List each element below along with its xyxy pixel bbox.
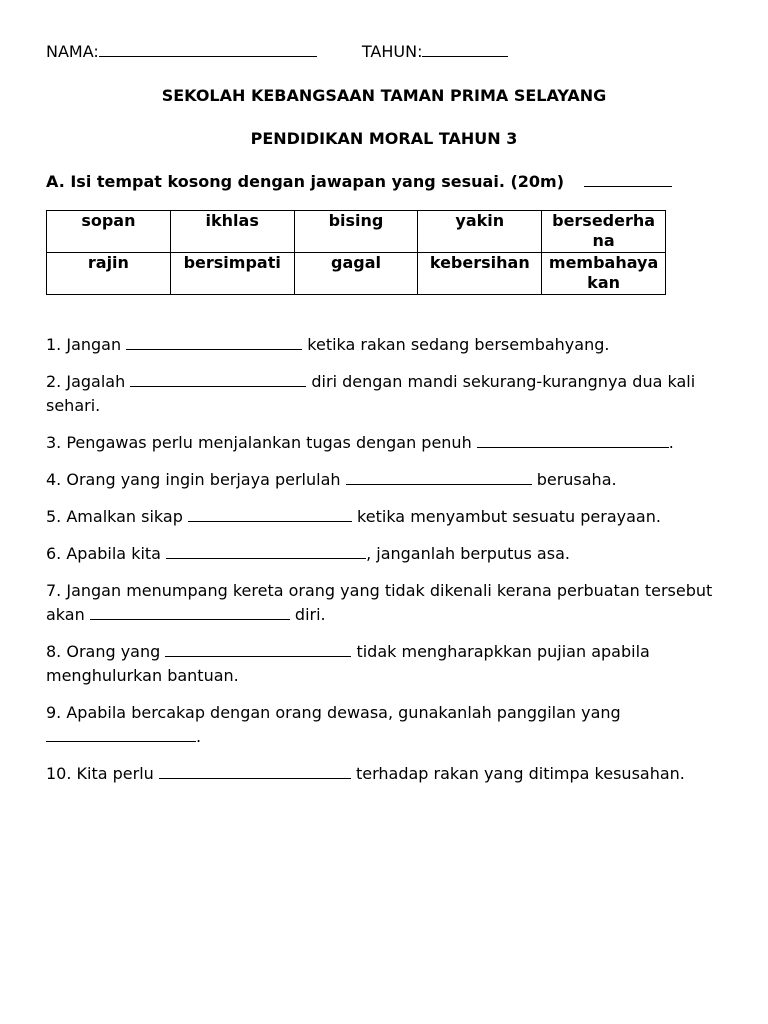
nama-input-line[interactable] xyxy=(99,40,317,57)
question-text: , janganlah berputus asa. xyxy=(366,544,570,563)
question-text: ketika menyambut sesuatu perayaan. xyxy=(351,507,661,526)
tahun-input-line[interactable] xyxy=(422,40,508,57)
question-item xyxy=(46,579,726,627)
answer-blank[interactable] xyxy=(159,762,351,779)
question-text: 10. Kita perlu xyxy=(46,764,159,783)
answer-blank[interactable] xyxy=(126,333,302,350)
student-info-header xyxy=(46,40,508,61)
section-letter: A xyxy=(46,172,59,191)
question-item xyxy=(46,542,726,566)
question-item xyxy=(46,333,726,357)
question-item xyxy=(46,370,726,418)
answer-blank[interactable] xyxy=(165,640,351,657)
word-bank-row xyxy=(47,253,666,295)
question-text: tidak mengharapkkan pujian apabila menghulurkan bantuan. xyxy=(46,642,650,685)
question-text: . xyxy=(196,727,202,746)
question-text: 5. Amalkan sikap xyxy=(46,507,188,526)
subject-title: PENDIDIKAN MORAL TAHUN 3 xyxy=(250,129,518,148)
section-instruction-text: . Isi tempat kosong dengan jawapan yang sesuai. (20m) xyxy=(58,172,565,191)
question-text: ketika rakan sedang bersembahyang. xyxy=(302,335,610,354)
question-text: diri. xyxy=(289,605,326,624)
question-text: terhadap rakan yang ditimpa kesusahan. xyxy=(350,764,685,783)
question-item xyxy=(46,762,726,786)
word-bank-cell: ikhlas xyxy=(170,211,294,253)
tahun-label: TAHUN: xyxy=(361,42,423,61)
question-item xyxy=(46,701,726,749)
word-bank-cell: rajin xyxy=(47,253,171,295)
word-bank-row xyxy=(47,211,666,253)
question-text: 3. Pengawas perlu menjalankan tugas dengan penuh xyxy=(46,433,477,452)
section-a-instruction xyxy=(46,170,672,191)
question-text: berusaha. xyxy=(531,470,617,489)
answer-blank[interactable] xyxy=(166,542,366,559)
answer-blank[interactable] xyxy=(188,505,352,522)
word-bank-cell: bersederhana xyxy=(542,211,666,253)
question-text: diri dengan mandi sekurang-kurangnya dua kali sehari. xyxy=(46,372,696,415)
question-item xyxy=(46,640,726,688)
question-item xyxy=(46,468,726,492)
word-bank-cell: gagal xyxy=(294,253,418,295)
question-text: 8. Orang yang xyxy=(46,642,166,661)
question-text: 4. Orang yang ingin berjaya perlulah xyxy=(46,470,346,489)
word-bank-cell: bising xyxy=(294,211,418,253)
word-bank-cell: kebersihan xyxy=(418,253,542,295)
answer-blank[interactable] xyxy=(477,431,669,448)
nama-label: NAMA: xyxy=(46,42,99,61)
word-bank-cell: sopan xyxy=(47,211,171,253)
word-bank-table xyxy=(46,210,666,295)
word-bank-cell: membahayakan xyxy=(542,253,666,295)
question-text: 6. Apabila kita xyxy=(46,544,167,563)
answer-blank[interactable] xyxy=(346,468,532,485)
question-text: 9. Apabila bercakap dengan orang dewasa, gunakanlah panggilan yang xyxy=(46,703,621,722)
question-text: . xyxy=(668,433,674,452)
answer-blank[interactable] xyxy=(46,725,196,742)
question-item xyxy=(46,431,726,455)
word-bank-cell: bersimpati xyxy=(170,253,294,295)
answer-blank[interactable] xyxy=(130,370,306,387)
word-bank-cell: yakin xyxy=(418,211,542,253)
question-list xyxy=(46,333,726,799)
question-item xyxy=(46,505,726,529)
question-text: 1. Jangan xyxy=(46,335,127,354)
question-text: 7. Jangan menumpang kereta orang yang tidak dikenali kerana perbuatan tersebut akan xyxy=(46,581,713,624)
school-title: SEKOLAH KEBANGSAAN TAMAN PRIMA SELAYANG xyxy=(161,86,607,105)
question-text: 2. Jagalah xyxy=(46,372,131,391)
marks-score-line[interactable] xyxy=(584,170,672,187)
answer-blank[interactable] xyxy=(90,603,290,620)
